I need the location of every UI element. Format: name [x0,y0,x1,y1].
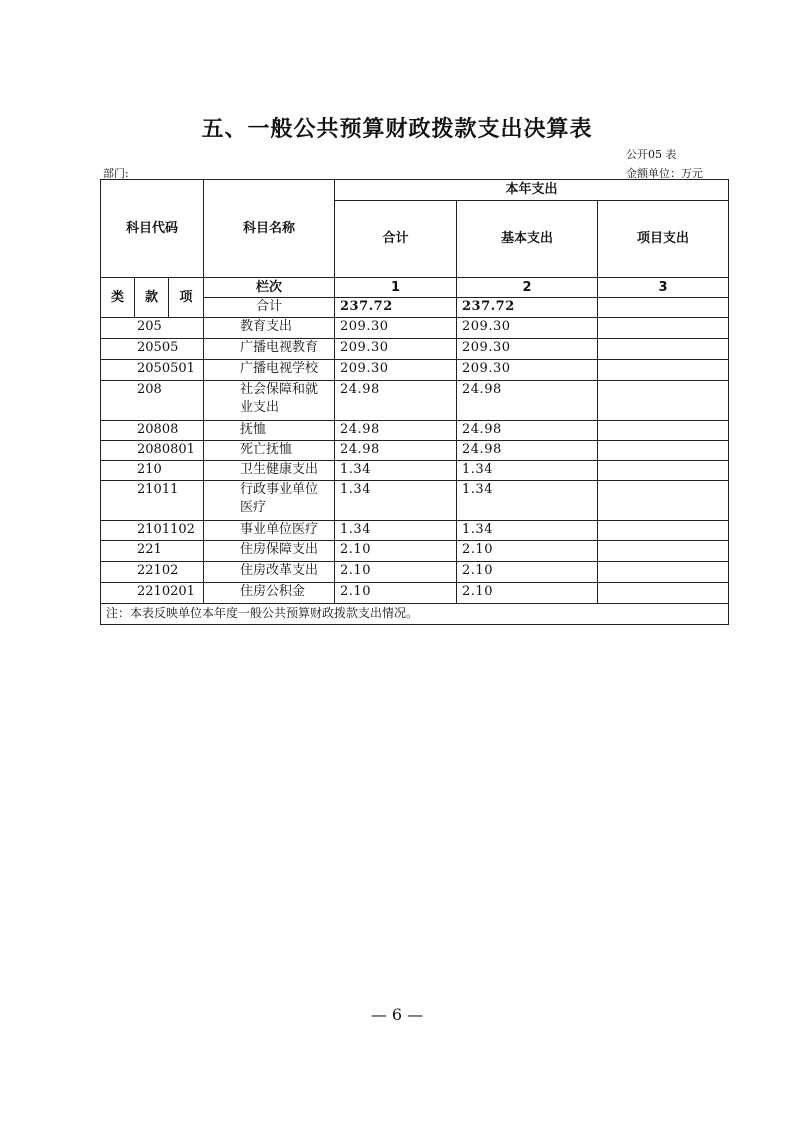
row-code: 2080801 [101,441,204,461]
row-name: 住房改革支出 [204,562,335,583]
row-project [598,562,729,583]
row-project [598,318,729,339]
expense-table [100,179,729,625]
form-number: 公开05 表 [626,148,677,161]
row-basic: 1.34 [457,461,598,481]
header-total: 合计 [335,201,457,278]
row-total: 2.10 [335,562,457,583]
row-project [598,521,729,541]
header-basic-expense: 基本支出 [457,201,598,278]
row-basic: 209.30 [457,339,598,360]
table-row [101,421,729,441]
row-project [598,541,729,562]
table-row [101,360,729,381]
row-basic: 2.10 [457,562,598,583]
total-row-project [598,298,729,318]
header-subject-name: 科目名称 [204,180,335,278]
row-code: 2210201 [101,583,204,604]
table-row [101,541,729,562]
row-name: 死亡抚恤 [204,441,335,461]
row-name: 住房公积金 [204,583,335,604]
row-name: 卫生健康支出 [204,461,335,481]
table-row [101,481,729,521]
row-project [598,421,729,441]
row-code: 21011 [101,481,204,521]
header-item: 项 [169,278,204,318]
page-title: 五、一般公共预算财政拨款支出决算表 [201,117,593,142]
header-year-expense: 本年支出 [335,180,729,201]
table-row [101,461,729,481]
amount-unit-label: 金额单位：万元 [626,167,703,180]
header-project-expense: 项目支出 [598,201,729,278]
row-total: 2.10 [335,583,457,604]
table-note: 注：本表反映单位本年度一般公共预算财政拨款支出情况。 [101,604,729,625]
header-column-label: 栏次 [204,278,335,298]
table-row [101,441,729,461]
row-name: 事业单位医疗 [204,521,335,541]
row-total: 1.34 [335,461,457,481]
header-section: 款 [135,278,169,318]
total-row-name: 合计 [204,298,335,318]
page-number: — 6 — [370,1005,424,1024]
row-total: 24.98 [335,381,457,421]
row-total: 209.30 [335,339,457,360]
row-code: 20808 [101,421,204,441]
row-project [598,360,729,381]
row-total: 1.34 [335,481,457,521]
row-name: 广播电视教育 [204,339,335,360]
row-total: 24.98 [335,441,457,461]
row-project [598,381,729,421]
row-total: 1.34 [335,521,457,541]
total-row-total: 237.72 [335,298,457,318]
row-code: 221 [101,541,204,562]
table-row [101,339,729,360]
row-basic: 24.98 [457,381,598,421]
row-name: 社会保障和就业支出 [204,381,335,421]
row-code: 208 [101,381,204,421]
row-basic: 24.98 [457,421,598,441]
row-name: 行政事业单位医疗 [204,481,335,521]
row-project [598,461,729,481]
row-basic: 1.34 [457,521,598,541]
table-row [101,562,729,583]
row-code: 2050501 [101,360,204,381]
row-total: 209.30 [335,360,457,381]
department-label: 部门: [103,167,129,180]
row-code: 20505 [101,339,204,360]
header-column-3: 3 [598,278,729,298]
row-name: 教育支出 [204,318,335,339]
row-total: 209.30 [335,318,457,339]
row-code: 205 [101,318,204,339]
row-basic: 2.10 [457,541,598,562]
table-row [101,381,729,421]
row-project [598,583,729,604]
row-name: 广播电视学校 [204,360,335,381]
row-basic: 2.10 [457,583,598,604]
row-total: 24.98 [335,421,457,441]
row-basic: 24.98 [457,441,598,461]
row-name: 住房保障支出 [204,541,335,562]
header-column-1: 1 [335,278,457,298]
row-name: 抚恤 [204,421,335,441]
row-project [598,481,729,521]
row-basic: 1.34 [457,481,598,521]
row-basic: 209.30 [457,360,598,381]
table-row [101,318,729,339]
row-basic: 209.30 [457,318,598,339]
row-code: 2101102 [101,521,204,541]
row-code: 22102 [101,562,204,583]
row-total: 2.10 [335,541,457,562]
table-row [101,521,729,541]
row-project [598,441,729,461]
row-project [598,339,729,360]
header-column-2: 2 [457,278,598,298]
row-code: 210 [101,461,204,481]
total-row-basic: 237.72 [457,298,598,318]
header-subject-code: 科目代码 [101,180,204,278]
header-class: 类 [101,278,135,318]
table-row [101,583,729,604]
